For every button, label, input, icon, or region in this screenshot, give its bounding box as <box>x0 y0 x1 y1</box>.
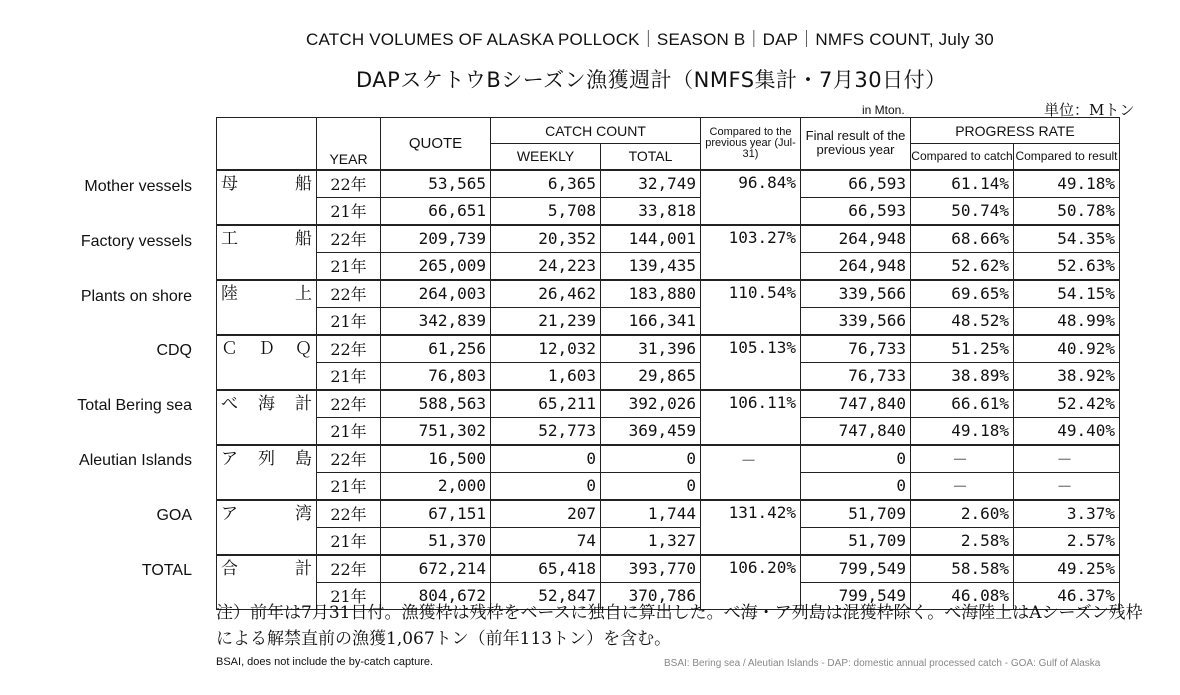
cell-pc: 2.58% <box>911 527 1014 555</box>
compared-catch-header: Compared to catch <box>911 144 1014 170</box>
cell-weekly: 74 <box>491 527 601 555</box>
cell-cmp: 105.13% <box>701 335 801 390</box>
cell-total: 32,749 <box>601 170 701 198</box>
compared-previous-header: Compared to the previous year (Jul-31) <box>701 118 801 170</box>
compared-result-header: Compared to result <box>1014 144 1120 170</box>
cell-weekly: 0 <box>491 445 601 473</box>
cell-cmp: 106.20% <box>701 555 801 610</box>
cell-pr: 54.35% <box>1014 225 1120 253</box>
cell-final: 747,840 <box>801 417 911 445</box>
report-title: CATCH VOLUMES OF ALASKA POLLOCK｜SEASON B｜DAP｜NMFS COUNT, July 30 <box>306 30 994 49</box>
cell-quote: 265,009 <box>381 252 491 280</box>
category-cell: 母 船 <box>217 170 317 225</box>
cell-cmp: 131.42% <box>701 500 801 555</box>
cell-final: 799,549 <box>801 582 911 609</box>
cell-year: 22年 <box>317 500 381 528</box>
cell-quote: 751,302 <box>381 417 491 445</box>
cell-total: 1,327 <box>601 527 701 555</box>
cell-pc: 52.62% <box>911 252 1014 280</box>
cell-weekly: 12,032 <box>491 335 601 363</box>
cell-year: 21年 <box>317 582 381 609</box>
cell-pr: 52.42% <box>1014 390 1120 418</box>
table-row <box>217 252 1120 280</box>
cell-year: 22年 <box>317 225 381 253</box>
cell-final: 339,566 <box>801 280 911 308</box>
cell-pc: 46.08% <box>911 582 1014 609</box>
report-title-japanese: DAPスケトウBシーズン漁獲週計（NMFS集計・7月30日付） <box>356 68 947 92</box>
cell-pr: 54.15% <box>1014 280 1120 308</box>
cell-pr: 46.37% <box>1014 582 1120 609</box>
cell-year: 22年 <box>317 445 381 473</box>
year-header: YEAR <box>317 118 381 170</box>
cell-weekly: 21,239 <box>491 307 601 335</box>
cell-quote: 66,651 <box>381 197 491 225</box>
cell-quote: 342,839 <box>381 307 491 335</box>
cell-pr: 49.18% <box>1014 170 1120 198</box>
cell-quote: 588,563 <box>381 390 491 418</box>
total-header: TOTAL <box>601 144 701 170</box>
cell-pr: 48.99% <box>1014 307 1120 335</box>
cell-total: 144,001 <box>601 225 701 253</box>
weekly-header: WEEKLY <box>491 144 601 170</box>
category-cell: 陸 上 <box>217 280 317 335</box>
table-body <box>217 170 1120 610</box>
cell-total: 370,786 <box>601 582 701 609</box>
cell-quote: 51,370 <box>381 527 491 555</box>
cell-final: 0 <box>801 472 911 500</box>
cell-total: 1,744 <box>601 500 701 528</box>
catch-table <box>216 117 1120 610</box>
cell-weekly: 6,365 <box>491 170 601 198</box>
table-row <box>217 417 1120 445</box>
row-label: Total Bering sea <box>77 397 192 415</box>
cell-weekly: 65,211 <box>491 390 601 418</box>
cell-pr: 40.92% <box>1014 335 1120 363</box>
table-row <box>217 335 1120 363</box>
cell-final: 339,566 <box>801 307 911 335</box>
cell-year: 21年 <box>317 362 381 390</box>
cell-pc: 68.66% <box>911 225 1014 253</box>
japanese-footnote: 注）前年は7月31日付。漁獲枠は残枠をベースに独自に算出した。べ海・ア列島は混獲枠除く。べ海陸上はAシーズン残枠による解禁直前の漁獲1,067トン（前年113トン）を含む。 <box>216 603 1143 649</box>
footnote-abbreviations: BSAI: Bering sea / Aleutian Islands - DAP: domestic annual processed catch - GOA: Gulf of Alaska <box>664 658 1101 669</box>
cell-final: 264,948 <box>801 252 911 280</box>
table-row <box>217 500 1120 528</box>
cell-pc: － <box>911 445 1014 473</box>
cell-quote: 16,500 <box>381 445 491 473</box>
cell-quote: 804,672 <box>381 582 491 609</box>
table-row <box>217 472 1120 500</box>
cell-year: 21年 <box>317 307 381 335</box>
table-row <box>217 527 1120 555</box>
cell-weekly: 1,603 <box>491 362 601 390</box>
cell-pc: 51.25% <box>911 335 1014 363</box>
cell-weekly: 207 <box>491 500 601 528</box>
cell-pr: 2.57% <box>1014 527 1120 555</box>
row-label: Aleutian Islands <box>79 452 192 469</box>
cell-total: 392,026 <box>601 390 701 418</box>
catch-count-header: CATCH COUNT <box>491 118 701 144</box>
cell-year: 21年 <box>317 417 381 445</box>
category-cell: ＣＤＱ <box>217 335 317 390</box>
footnote-left: BSAI, does not include the by-catch capture. <box>216 656 434 668</box>
cell-pc: 2.60% <box>911 500 1014 528</box>
cell-quote: 2,000 <box>381 472 491 500</box>
table-row <box>217 445 1120 473</box>
category-cell: べ海計 <box>217 390 317 445</box>
cell-year: 21年 <box>317 252 381 280</box>
cell-final: 747,840 <box>801 390 911 418</box>
category-cell: 工 船 <box>217 225 317 280</box>
cell-pr: 38.92% <box>1014 362 1120 390</box>
cell-weekly: 52,773 <box>491 417 601 445</box>
cell-year: 22年 <box>317 335 381 363</box>
row-label: Factory vessels <box>80 232 192 250</box>
cell-final: 51,709 <box>801 527 911 555</box>
cell-quote: 672,214 <box>381 555 491 583</box>
cell-year: 21年 <box>317 472 381 500</box>
table-row <box>217 225 1120 253</box>
cell-total: 139,435 <box>601 252 701 280</box>
cell-pc: 49.18% <box>911 417 1014 445</box>
cell-total: 183,880 <box>601 280 701 308</box>
cell-final: 66,593 <box>801 197 911 225</box>
quote-header: QUOTE <box>381 118 491 170</box>
cell-year: 21年 <box>317 197 381 225</box>
cell-final: 76,733 <box>801 335 911 363</box>
cell-final: 76,733 <box>801 362 911 390</box>
table-row <box>217 390 1120 418</box>
cell-weekly: 52,847 <box>491 582 601 609</box>
cell-pc: 38.89% <box>911 362 1014 390</box>
cell-total: 33,818 <box>601 197 701 225</box>
cell-quote: 67,151 <box>381 500 491 528</box>
unit-label-japanese: 単位：Mトン <box>1044 101 1135 119</box>
cell-total: 31,396 <box>601 335 701 363</box>
cell-final: 66,593 <box>801 170 911 198</box>
cell-cmp: 103.27% <box>701 225 801 280</box>
cell-pr: 50.78% <box>1014 197 1120 225</box>
cell-weekly: 65,418 <box>491 555 601 583</box>
cell-pc: 66.61% <box>911 390 1014 418</box>
cell-pc: 61.14% <box>911 170 1014 198</box>
cell-pc: － <box>911 472 1014 500</box>
cell-year: 22年 <box>317 280 381 308</box>
row-label: GOA <box>156 506 192 524</box>
table-row <box>217 555 1120 583</box>
unit-label: in Mton. <box>862 103 905 117</box>
cell-pc: 58.58% <box>911 555 1014 583</box>
cell-weekly: 24,223 <box>491 252 601 280</box>
cell-cmp: 96.84% <box>701 170 801 225</box>
cell-quote: 76,803 <box>381 362 491 390</box>
category-header <box>217 118 317 170</box>
cell-pr: 52.63% <box>1014 252 1120 280</box>
cell-quote: 61,256 <box>381 335 491 363</box>
cell-total: 0 <box>601 472 701 500</box>
cell-weekly: 0 <box>491 472 601 500</box>
cell-total: 369,459 <box>601 417 701 445</box>
category-cell: ア 湾 <box>217 500 317 555</box>
cell-cmp: 110.54% <box>701 280 801 335</box>
cell-final: 51,709 <box>801 500 911 528</box>
table-row <box>217 197 1120 225</box>
cell-quote: 209,739 <box>381 225 491 253</box>
cell-pr: － <box>1014 472 1120 500</box>
table-row <box>217 280 1120 308</box>
cell-final: 799,549 <box>801 555 911 583</box>
cell-total: 166,341 <box>601 307 701 335</box>
cell-year: 21年 <box>317 527 381 555</box>
row-label: Mother vessels <box>84 178 192 195</box>
cell-final: 0 <box>801 445 911 473</box>
cell-total: 0 <box>601 445 701 473</box>
cell-pr: 3.37% <box>1014 500 1120 528</box>
cell-weekly: 5,708 <box>491 197 601 225</box>
cell-weekly: 20,352 <box>491 225 601 253</box>
cell-pc: 50.74% <box>911 197 1014 225</box>
cell-total: 393,770 <box>601 555 701 583</box>
category-cell: ア列島 <box>217 445 317 500</box>
cell-cmp: 106.11% <box>701 390 801 445</box>
progress-rate-header: PROGRESS RATE <box>911 118 1120 144</box>
cell-pr: 49.25% <box>1014 555 1120 583</box>
cell-total: 29,865 <box>601 362 701 390</box>
cell-pc: 69.65% <box>911 280 1014 308</box>
table-row <box>217 362 1120 390</box>
cell-final: 264,948 <box>801 225 911 253</box>
cell-pr: 49.40% <box>1014 417 1120 445</box>
cell-quote: 264,003 <box>381 280 491 308</box>
category-cell: 合 計 <box>217 555 317 610</box>
cell-weekly: 26,462 <box>491 280 601 308</box>
row-label: TOTAL <box>141 561 192 579</box>
table-row <box>217 170 1120 198</box>
row-label: Plants on shore <box>80 287 192 305</box>
final-previous-header: Final result of the previous year <box>801 118 911 170</box>
row-label: CDQ <box>156 342 192 360</box>
cell-pc: 48.52% <box>911 307 1014 335</box>
cell-quote: 53,565 <box>381 170 491 198</box>
cell-year: 22年 <box>317 170 381 198</box>
cell-year: 22年 <box>317 555 381 583</box>
cell-pr: － <box>1014 445 1120 473</box>
table-row <box>217 307 1120 335</box>
cell-year: 22年 <box>317 390 381 418</box>
cell-cmp: － <box>701 445 801 500</box>
